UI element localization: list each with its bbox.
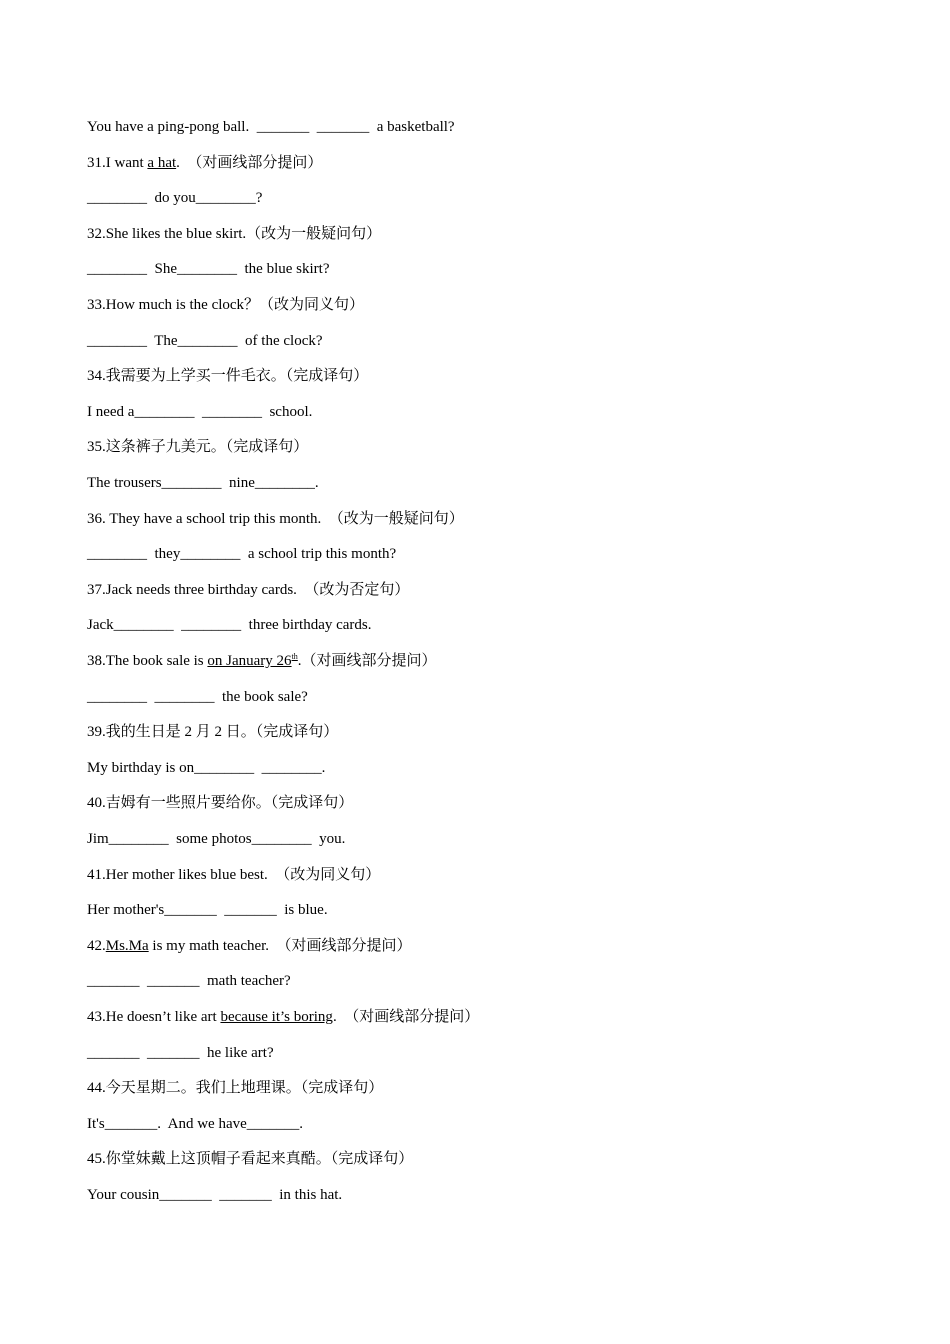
underlined-part: a hat [147, 154, 177, 171]
worksheet-line: 33.How much is the clock？（改为同义句） [87, 297, 365, 313]
text-part: . （对画线部分提问） [176, 154, 323, 171]
worksheet-line: Jim________ some photos________ you. [87, 831, 346, 847]
underlined-part: because it’s boring [220, 1009, 333, 1025]
text-part: 38.The book sale is [87, 653, 208, 669]
superscript: th [291, 652, 298, 661]
worksheet-line: 44.今天星期二。我们上地理课。（完成译句） [87, 1080, 384, 1097]
worksheet-line: You have a ping-pong ball. _______ _______ a basketball? [87, 119, 455, 135]
worksheet-line: Your cousin_______ _______ in this hat. [87, 1187, 343, 1203]
worksheet-line: ________ they________ a school trip this month? [87, 546, 397, 563]
worksheet-line: The trousers________ nine________. [87, 475, 319, 491]
worksheet-line: 36. They have a school trip this month. （改为一般疑问句） [87, 510, 464, 527]
text-part: . （对画线部分提问） [332, 1009, 480, 1025]
underlined-part: Ms.Ma [105, 937, 149, 954]
worksheet-line: I need a________ ________ school. [87, 403, 313, 420]
worksheet-line: Her mother's_______ _______ is blue. [87, 902, 328, 919]
text-part: 42. [87, 937, 106, 954]
text-part: 43.He doesn’t like art [87, 1009, 221, 1025]
worksheet-line: 34.我需要为上学买一件毛衣。（完成译句） [87, 368, 369, 385]
worksheet-line: 39.我的生日是 2 月 2 日。（完成译句） [87, 724, 339, 741]
worksheet-line: 37.Jack needs three birthday cards. （改为否定句） [87, 581, 410, 598]
worksheet-line: It's_______. And we have_______. [87, 1115, 304, 1132]
worksheet-line: _______ _______ he like art? [87, 1044, 274, 1061]
worksheet-line: _______ _______ math teacher? [87, 973, 291, 990]
worksheet-line: 35.这条裤子九美元。（完成译句） [87, 439, 309, 456]
worksheet-line: ________ She________ the blue skirt? [87, 261, 330, 278]
worksheet-line: 45.你堂妹戴上这顶帽子看起来真酷。（完成译句） [87, 1151, 414, 1168]
worksheet-line [87, 153, 322, 173]
worksheet-line: 32.She likes the blue skirt.（改为一般疑问句） [87, 225, 382, 242]
text-part: 31.I want [87, 154, 148, 171]
worksheet-line: ________ ________ the book sale? [87, 688, 308, 705]
text-part: .（对画线部分提问） [297, 653, 437, 669]
underlined-part: on January 26 [207, 653, 292, 669]
worksheet-line: 40.吉姆有一些照片要给你。（完成译句） [87, 795, 354, 812]
worksheet-line: Jack________ ________ three birthday cards. [87, 617, 372, 634]
worksheet-line [87, 1007, 479, 1027]
text-part: is my math teacher. （对画线部分提问） [148, 937, 412, 954]
worksheet-line: ________ The________ of the clock? [87, 332, 323, 349]
worksheet-line: My birthday is on________ ________. [87, 759, 326, 776]
worksheet-line: 41.Her mother likes blue best. （改为同义句） [87, 866, 381, 883]
worksheet-line: ________ do you________? [87, 190, 263, 207]
worksheet-line [87, 651, 437, 671]
worksheet-line [87, 936, 412, 956]
